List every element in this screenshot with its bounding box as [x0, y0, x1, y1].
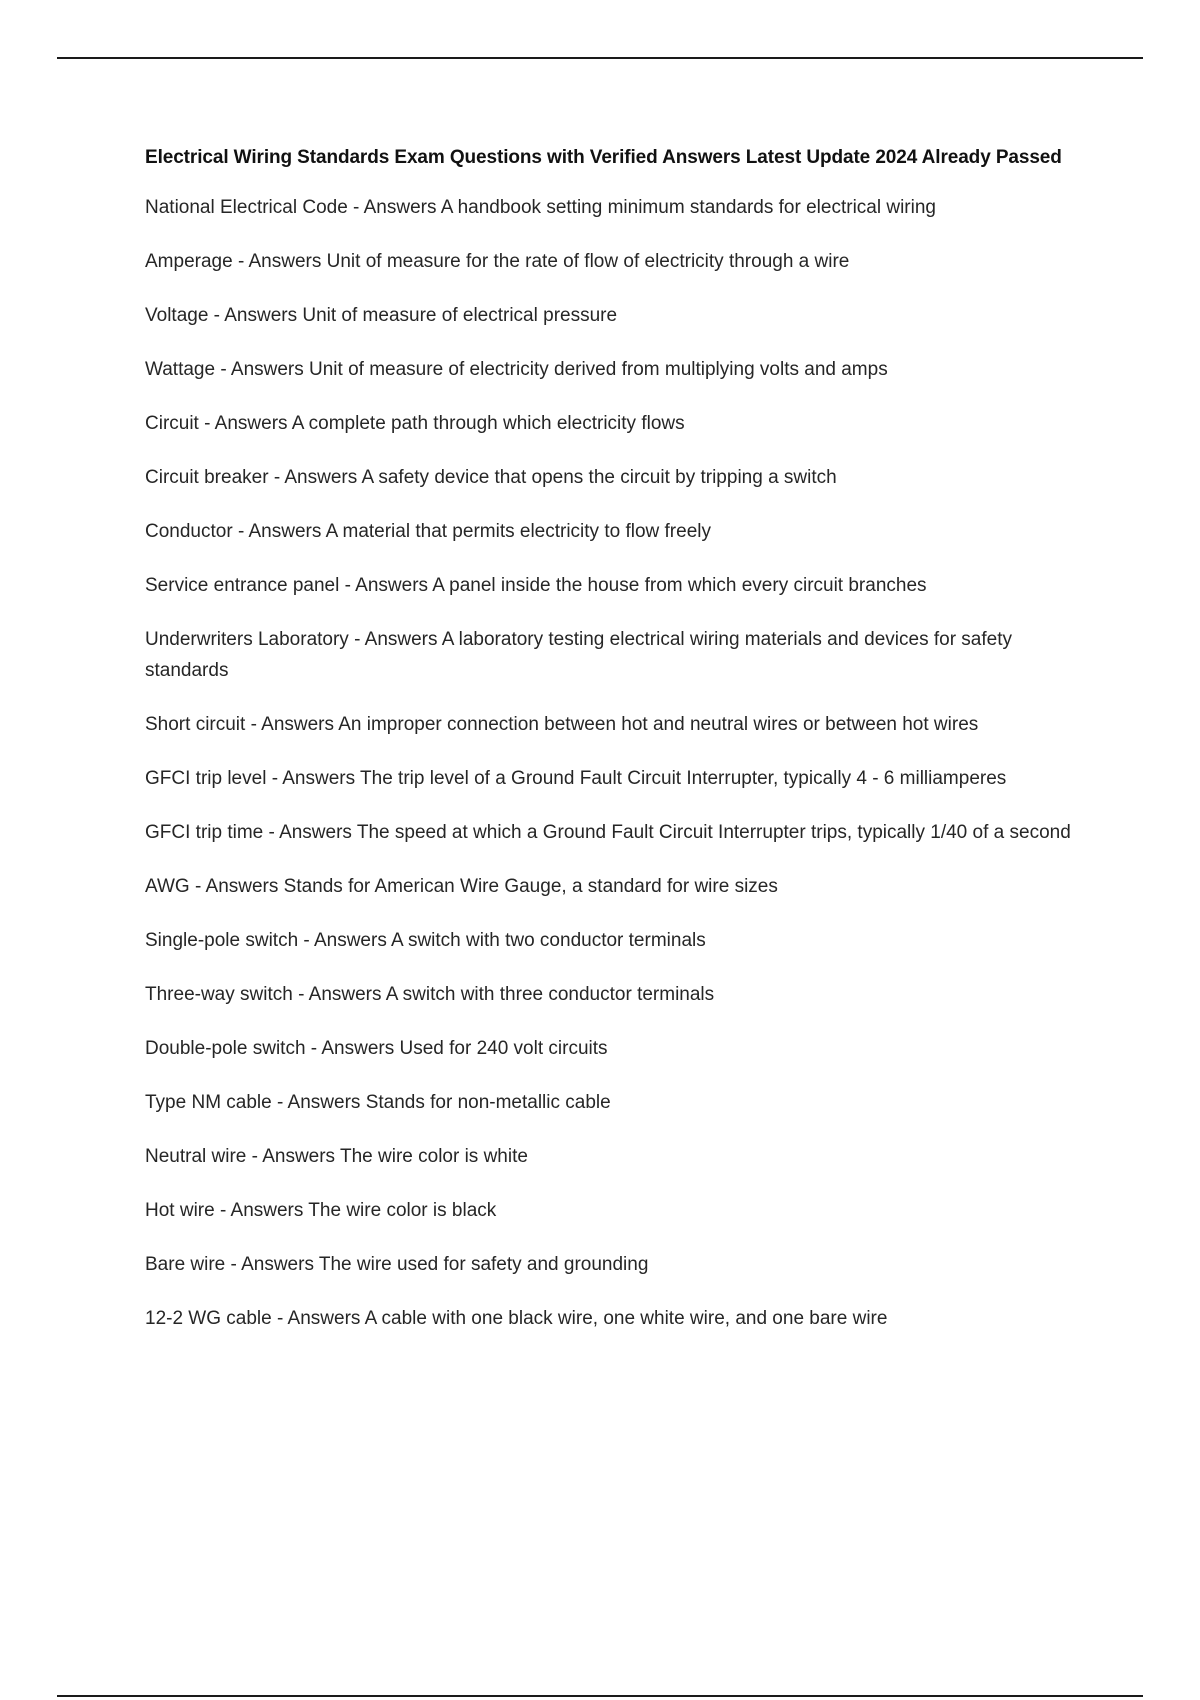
qa-item: Single-pole switch - Answers A switch with two conductor terminals — [145, 930, 706, 951]
qa-item: Wattage - Answers Unit of measure of electricity derived from multiplying volts and amps — [145, 359, 888, 380]
qa-item: Neutral wire - Answers The wire color is white — [145, 1146, 528, 1167]
qa-item: Circuit - Answers A complete path through which electricity flows — [145, 413, 685, 434]
qa-item: 12-2 WG cable - Answers A cable with one black wire, one white wire, and one bare wire — [145, 1308, 888, 1329]
qa-item: Type NM cable - Answers Stands for non-metallic cable — [145, 1092, 611, 1113]
header-rule — [57, 57, 1143, 59]
qa-item: GFCI trip time - Answers The speed at which a Ground Fault Circuit Interrupter trips, typically 1/40 of a second — [145, 822, 1071, 843]
qa-item: GFCI trip level - Answers The trip level of a Ground Fault Circuit Interrupter, typically 4 - 6 milliamperes — [145, 768, 1007, 789]
qa-item: Short circuit - Answers An improper connection between hot and neutral wires or between hot wires — [145, 714, 979, 735]
qa-item: Bare wire - Answers The wire used for safety and grounding — [145, 1254, 649, 1275]
document-title: Electrical Wiring Standards Exam Questions with Verified Answers Latest Update 2024 Already Passed — [145, 147, 1062, 168]
qa-item: Service entrance panel - Answers A panel inside the house from which every circuit branches — [145, 575, 927, 596]
qa-item: Conductor - Answers A material that permits electricity to flow freely — [145, 521, 711, 542]
footer-rule — [57, 1695, 1143, 1697]
qa-list — [145, 192, 1100, 1334]
qa-item: National Electrical Code - Answers A handbook setting minimum standards for electrical wiring — [145, 197, 936, 218]
qa-item: Underwriters Laboratory - Answers A laboratory testing electrical wiring materials and devices for safety standards — [145, 629, 1012, 681]
qa-item: Hot wire - Answers The wire color is black — [145, 1200, 497, 1221]
qa-item: Three-way switch - Answers A switch with three conductor terminals — [145, 984, 715, 1005]
qa-item: Voltage - Answers Unit of measure of electrical pressure — [145, 305, 618, 326]
qa-item: AWG - Answers Stands for American Wire Gauge, a standard for wire sizes — [145, 876, 778, 897]
qa-item: Double-pole switch - Answers Used for 240 volt circuits — [145, 1038, 608, 1059]
qa-item: Amperage - Answers Unit of measure for the rate of flow of electricity through a wire — [145, 251, 850, 272]
qa-item: Circuit breaker - Answers A safety device that opens the circuit by tripping a switch — [145, 467, 837, 488]
document-body — [145, 146, 1100, 1357]
